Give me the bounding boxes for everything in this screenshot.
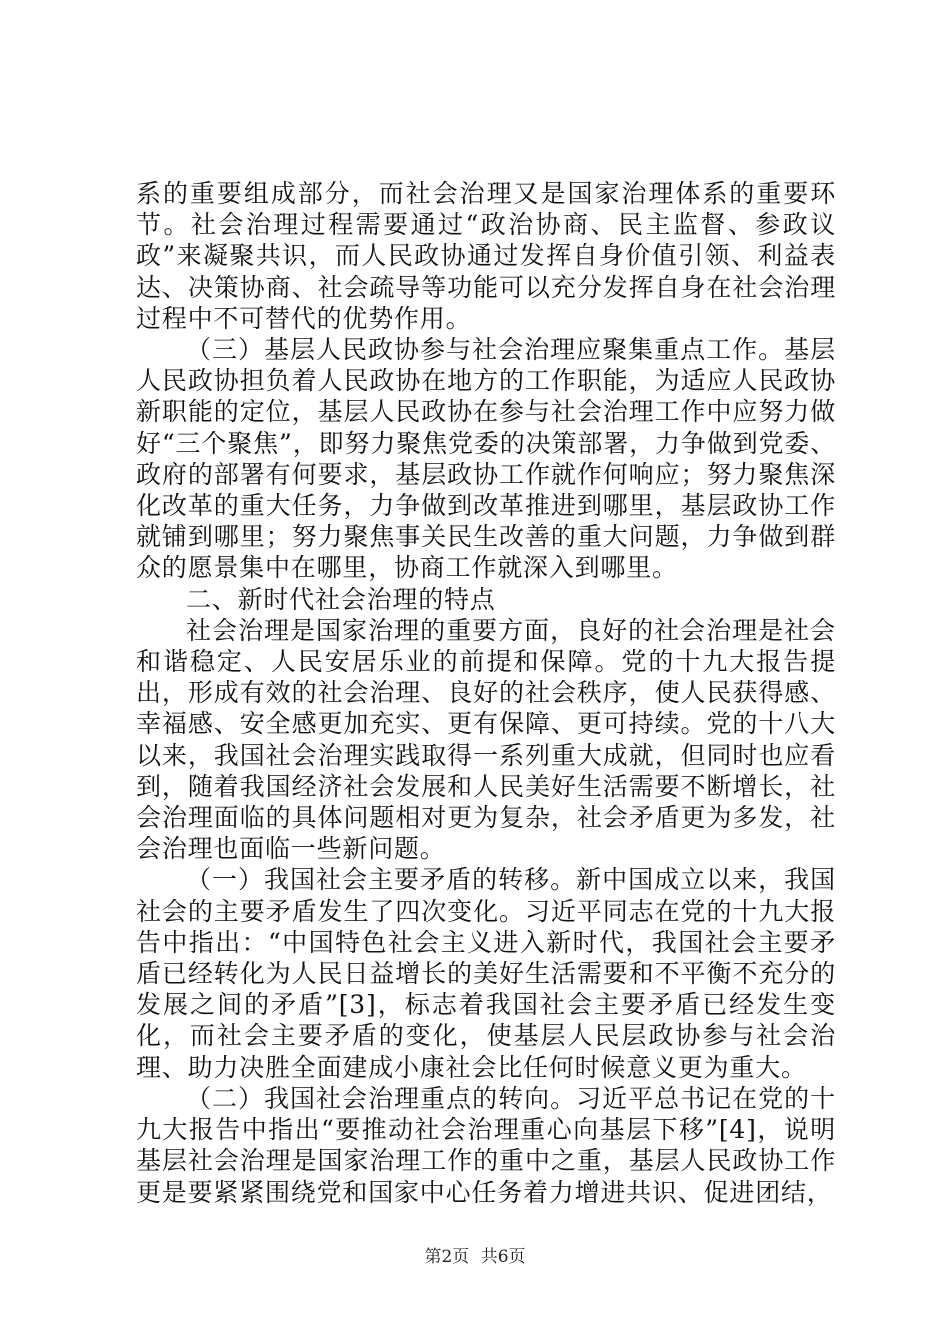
page-footer (0, 1242, 950, 1267)
document-body (136, 178, 836, 1208)
paragraph-social-governance: 社会治理是国家治理的重要方面，良好的社会治理是社会和谐稳定、人民安居乐业的前提和保障。党的十九大报告提出，形成有效的社会治理、良好的社会秩序，使人民获得感、幸福感、安全感更加充实、更有保障、更可持续。党的十八大以来，我国社会治理实践取得一系列重大成就，但同时也应看到，随着我国经济社会发展和人民美好生活需要不断增长，社会治理面临的具体问题相对更为复杂，社会矛盾更为多发，社会治理也面临一些新问题。 (136, 615, 836, 864)
section-heading-two: 二、新时代社会治理的特点 (186, 584, 496, 614)
paragraph-main-contradiction: （一）我国社会主要矛盾的转移。新中国成立以来，我国社会的主要矛盾发生了四次变化。习近平同志在党的十九大报告中指出：“中国特色社会主义进入新时代，我国社会主要矛盾已经转化为人民日益增长的美好生活需要和不平衡不充分的发展之间的矛盾”[3]，标志着我国社会主要矛盾已经发生变化，而社会主要矛盾的变化，使基层人民层政协参与社会治理、助力决胜全面建成小康社会比任何时候意义更为重大。 (136, 865, 836, 1082)
paragraph-section-three: （三）基层人民政协参与社会治理应聚集重点工作。基层人民政协担负着人民政协在地方的工作职能，为适应人民政协新职能的定位，基层人民政协在参与社会治理工作中应努力做好“三个聚焦”，即努力聚焦党委的决策部署，力争做到党委、政府的部署有何要求，基层政协工作就作何响应；努力聚焦深化改革的重大任务，力争做到改革推进到哪里，基层政协工作就铺到哪里；努力聚焦事关民生改善的重大问题，力争做到群众的愿景集中在哪里，协商工作就深入到哪里。 (136, 335, 836, 583)
paragraph-continuation: 系的重要组成部分，而社会治理又是国家治理体系的重要环节。社会治理过程需要通过“政治协商、民主监督、参政议政”来凝聚共识，而人民政协通过发挥自身价值引领、利益表达、决策协商、社会疏导等功能可以充分发挥自身在社会治理过程中不可替代的优势作用。 (136, 179, 836, 333)
page-number: 第2页 (424, 1247, 470, 1267)
page-total: 共6页 (480, 1247, 526, 1267)
paragraph-governance-focus: （二）我国社会治理重点的转向。习近平总书记在党的十九大报告中指出“要推动社会治理重心向基层下移”[4]，说明基层社会治理是国家治理工作的重中之重，基层人民政协工作更是要紧紧围绕党和国家中心任务着力增进共识、促进团结， (136, 1083, 836, 1207)
